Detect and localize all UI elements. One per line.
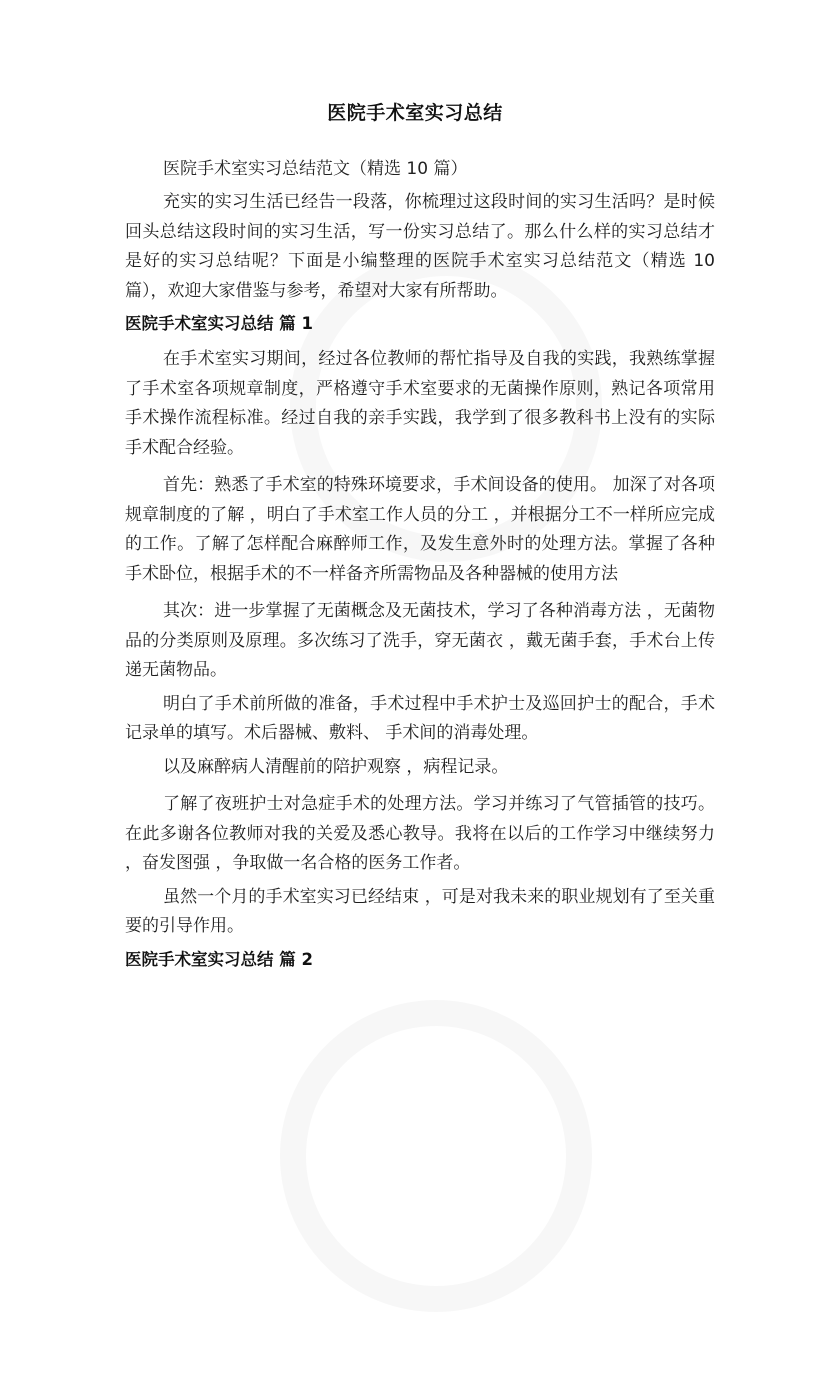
body-paragraph: 明白了手术前所做的准备，手术过程中手术护士及巡回护士的配合，手术记录单的填写。术后器械、敷料、 手术间的消毒处理。 [125,693,715,743]
body-paragraph: 以及麻醉病人清醒前的陪护观察 ，病程记录。 [163,756,509,777]
body-paragraph: 虽然一个月的手术室实习已经结束 ，可是对我未来的职业规划有了至关重要的引导作用。 [125,886,715,936]
page-title: 医院手术室实习总结 [327,102,503,124]
watermark-seal-icon [219,939,654,1373]
intro-paragraph: 充实的实习生活已经告一段落，你梳理过这段时间的实习生活吗？是时候回头总结这段时间的实习生活，写一份实习总结了。那么什么样的实习总结才是好的实习总结呢？下面是小编整理的医院手术室实习总结范文（精选 10 篇），欢迎大家借鉴与参考，希望对大家有所帮助。 [125,192,715,301]
body-paragraph: 在手术室实习期间，经过各位教师的帮忙指导及自我的实践，我熟练掌握了手术室各项规章制度，严格遵守手术室要求的无菌操作原则，熟记各项常用手术操作流程标准。经过自我的亲手实践，我学到了很多教科书上没有的实际手术配合经验。 [125,349,715,458]
section-heading-1: 医院手术室实习总结 篇 1 [125,314,313,333]
subtitle: 医院手术室实习总结范文（精选 10 篇） [163,159,468,179]
section-heading-2: 医院手术室实习总结 篇 2 [125,949,313,969]
body-paragraph: 首先：熟悉了手术室的特殊环境要求，手术间设备的使用。 加深了对各项规章制度的了解 ，明白了手术室工作人员的分工 ，并根据分工不一样所应完成的工作。了解了怎样配合麻醉师工作，及发生意外时的处理方法。掌握了各种手术卧位，根据手术的不一样备齐所需物品及各种器械的使用方法 [125,475,715,584]
body-paragraph: 其次：进一步掌握了无菌概念及无菌技术，学习了各种消毒方法 ，无菌物品的分类原则及原理。多次练习了洗手，穿无菌衣 ，戴无菌手套，手术台上传递无菌物品。 [125,601,715,680]
document-body [125,188,715,981]
body-paragraph: 了解了夜班护士对急症手术的处理方法。学习并练习了气管插管的技巧。在此多谢各位教师对我的关爱及悉心教导。我将在以后的工作学习中继续努力 ，奋发图强 ，争取做一名合格的医务工作者。 [125,794,715,873]
